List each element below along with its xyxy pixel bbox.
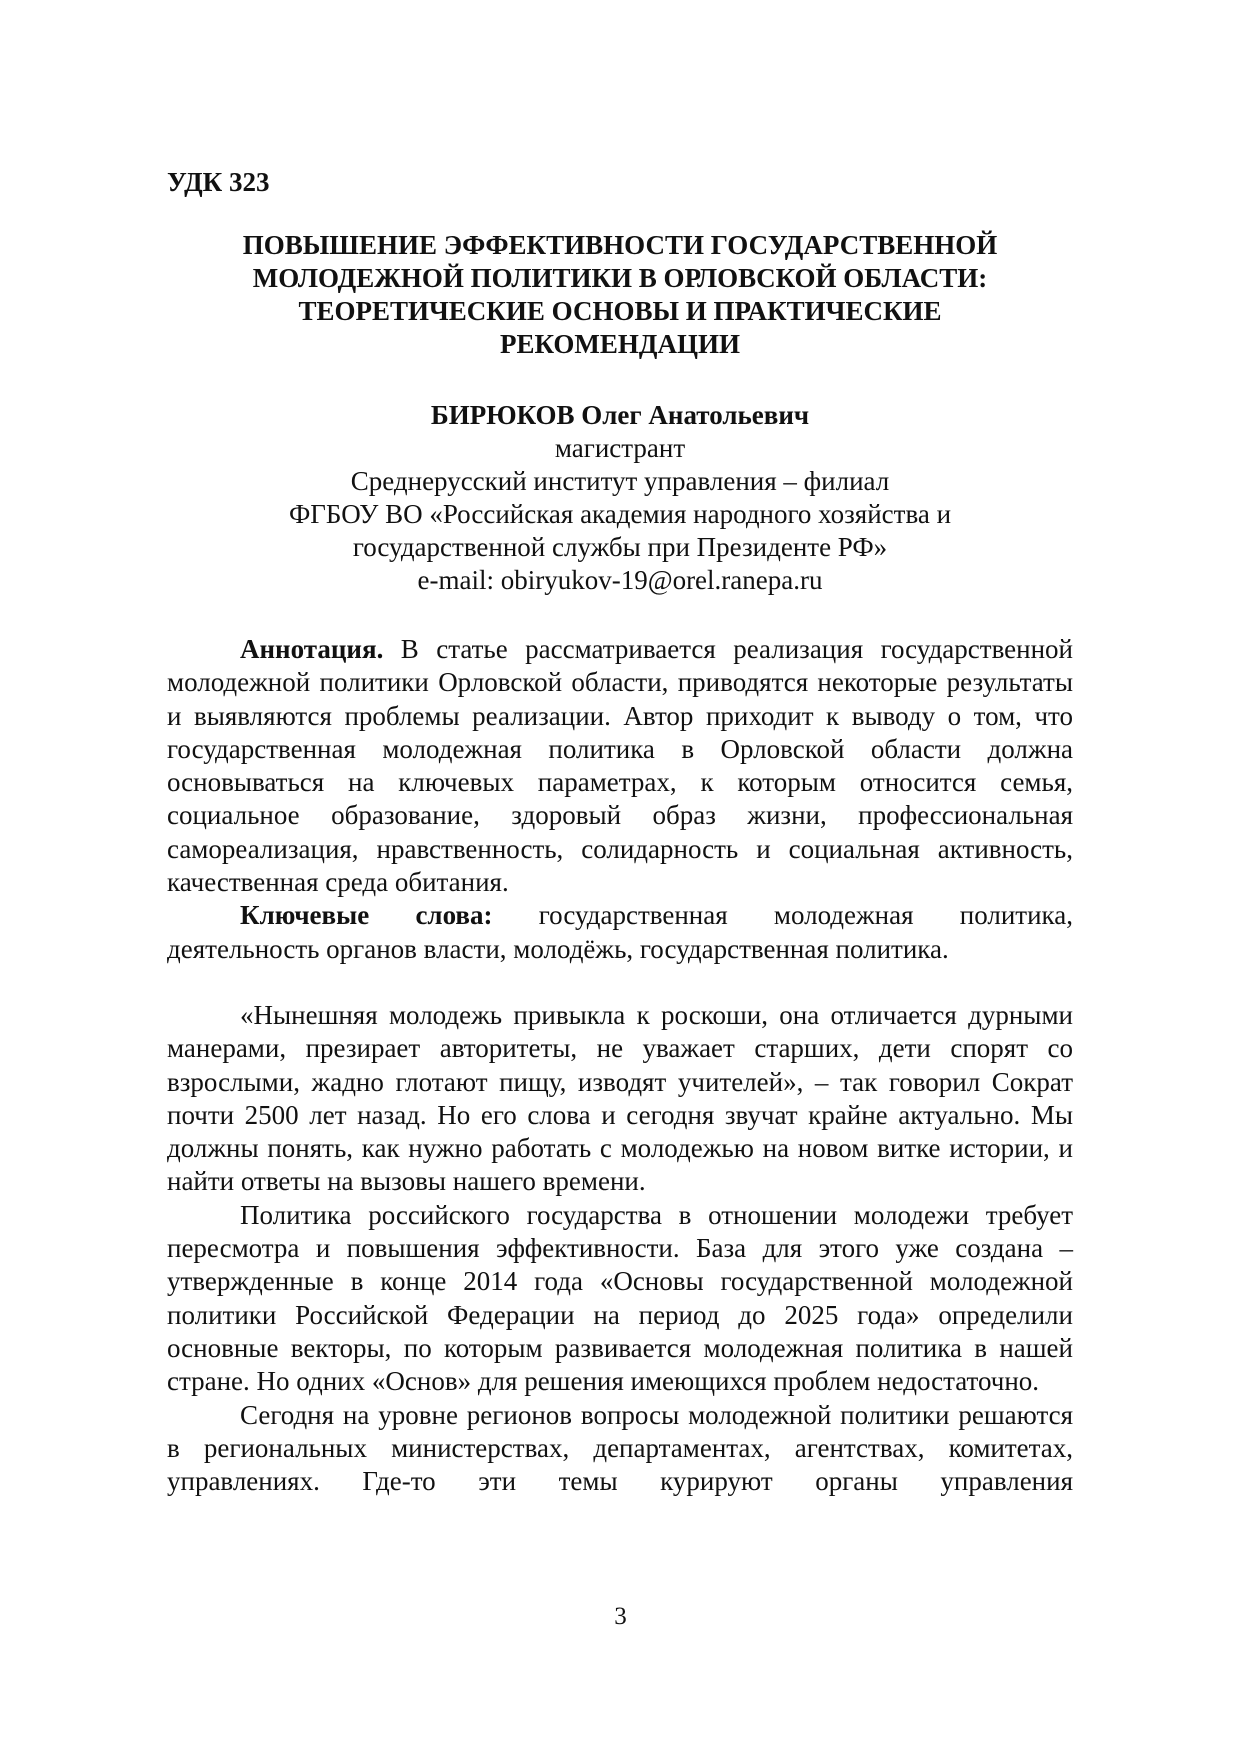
abstract-paragraph [167, 633, 1073, 899]
affiliation-line: Среднерусский институт управления – филиал [350, 466, 890, 496]
article-title [167, 229, 1073, 361]
keywords-text: государственная молодежная политика, деятельность органов власти, молодёжь, государственная политика. [167, 900, 1074, 964]
title-line: ТЕОРЕТИЧЕСКИЕ ОСНОВЫ И ПРАКТИЧЕСКИЕ [298, 296, 942, 326]
affiliation-line: ФГБОУ ВО «Российская академия народного хозяйства и [288, 499, 952, 529]
keywords-paragraph [167, 899, 1073, 966]
author-position: магистрант [554, 433, 686, 463]
main-text [167, 999, 1073, 1498]
author-block [167, 399, 1073, 597]
abstract-text: В статье рассматривается реализация государственной молодежной политики Орловской области, приводятся некоторые результаты и выявляются проблемы реализации. Автор приходит к выводу о том, что государственная молодежная политика в Орловской области должна основываться на ключевых параметрах, к которым относится семья, социальное образование, здоровый образ жизни, профессиональная самореализация, нравственность, солидарность и социальная активность, качественная среда обитания. [167, 634, 1073, 898]
body-paragraph: Сегодня на уровне регионов вопросы молодежной политики решаются в региональных министерствах, департаментах, агентствах, комитетах, управлениях. Где-то эти темы курируют органы управления [167, 1399, 1073, 1497]
title-line: РЕКОМЕНДАЦИИ [500, 329, 740, 359]
abstract-label: Аннотация. [240, 634, 384, 664]
author-name: БИРЮКОВ Олег Анатольевич [430, 400, 810, 430]
body-paragraph: Политика российского государства в отношении молодежи требует пересмотра и повышения эффективности. База для этого уже создана – утвержденные в конце 2014 года «Основы государственной молодежной политики Российской Федерации на период до 2025 года» определили основные векторы, по которым развивается молодежная политика в нашей стране. Но одних «Основ» для решения имеющихся проблем недостаточно. [167, 1199, 1073, 1397]
body-paragraph: «Нынешняя молодежь привыкла к роскоши, она отличается дурными манерами, презирает авторитеты, не уважает старших, дети спорят со взрослыми, жадно глотают пищу, изводят учителей», – так говорил Сократ почти 2500 лет назад. Но его слова и сегодня звучат крайне актуально. Мы должны понять, как нужно работать с молодежью на новом витке истории, и найти ответы на вызовы нашего времени. [167, 1000, 1073, 1197]
udk-code: УДК 323 [167, 167, 270, 197]
title-line: ПОВЫШЕНИЕ ЭФФЕКТИВНОСТИ ГОСУДАРСТВЕННОЙ [242, 230, 998, 260]
author-email: e-mail: obiryukov-19@orel.ranepa.ru [417, 565, 823, 595]
title-line: МОЛОДЕЖНОЙ ПОЛИТИКИ В ОРЛОВСКОЙ ОБЛАСТИ: [252, 263, 988, 293]
page-number: 3 [614, 1603, 627, 1630]
affiliation-line: государственной службы при Президенте РФ» [352, 532, 888, 562]
abstract-section [167, 633, 1073, 966]
keywords-label: Ключевые слова: [240, 900, 493, 931]
